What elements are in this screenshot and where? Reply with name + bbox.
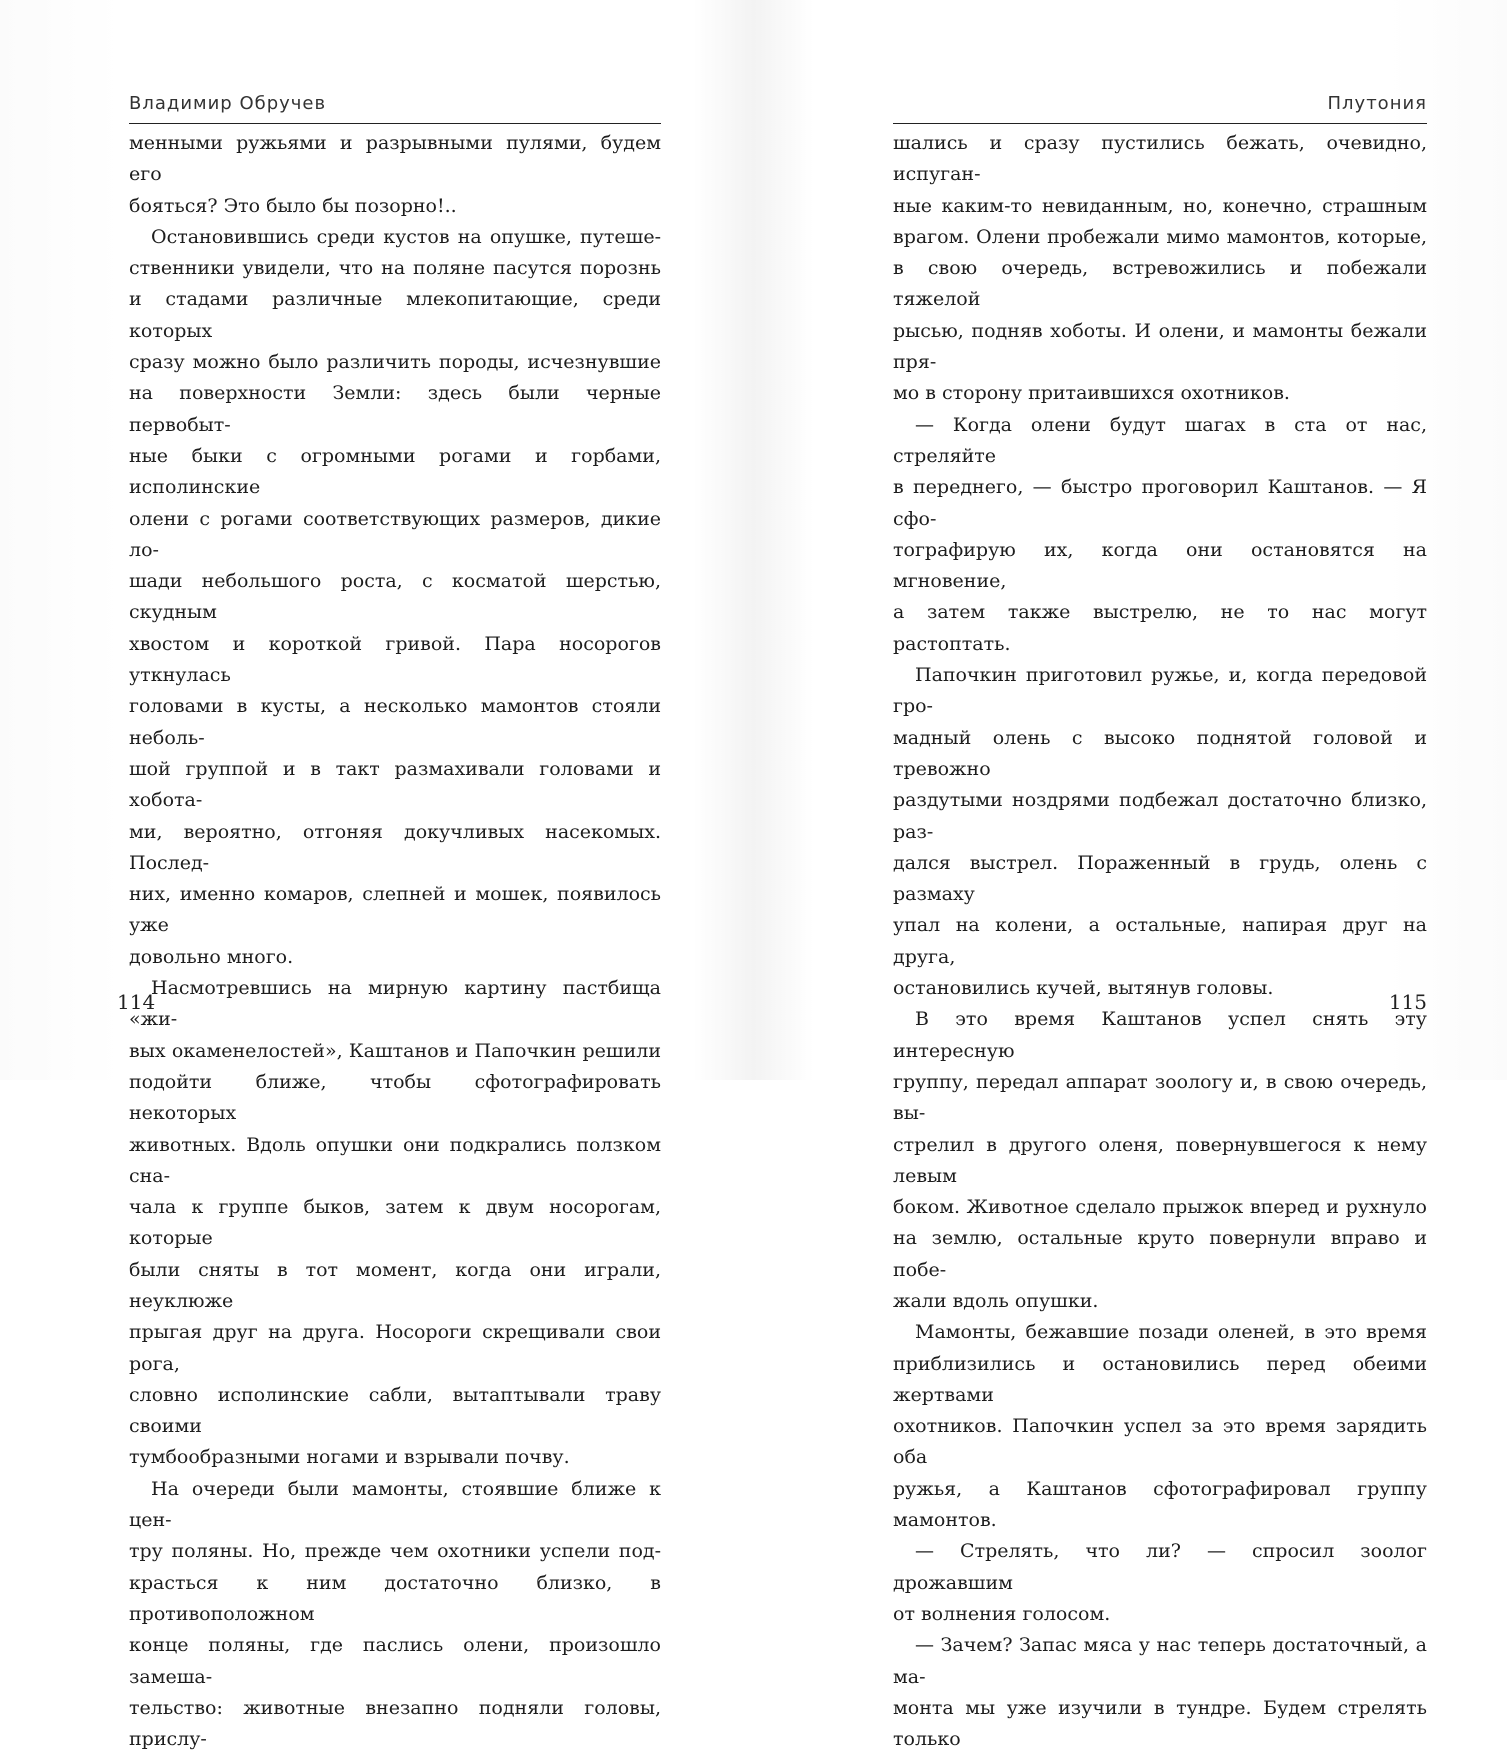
text-line: Насмотревшись на мирную картину пастбища «жи- (129, 977, 661, 1031)
text-line: ми, вероятно, отгоняя докучливых насекомых. Послед- (129, 820, 661, 874)
text-line: головами в кусты, а несколько мамонтов стояли неболь- (129, 695, 661, 749)
page-number: 114 (117, 990, 156, 1014)
right-page (893, 0, 1427, 1751)
text-line: боком. Животное сделало прыжок вперед и рухнуло (893, 1196, 1427, 1219)
text-line: В это время Каштанов успел снять эту интересную (893, 1008, 1427, 1062)
text-line: мо в сторону притаившихся охотников. (893, 382, 1290, 405)
left-page (117, 0, 661, 1751)
text-line: дался выстрел. Пораженный в грудь, олень с размаху (893, 851, 1427, 906)
text-line: тографирую их, когда они остановятся на мгновение, (893, 538, 1427, 593)
text-line: сразу можно было различить породы, исчезнувшие (129, 351, 661, 374)
text-line: группу, передал аппарат зоологу и, в свою очередь, вы- (893, 1070, 1427, 1125)
text-line: конце поляны, где паслись олени, произошло замеша- (129, 1634, 661, 1688)
text-line: менными ружьями и разрывными пулями, будем его (129, 132, 661, 186)
text-line: ные быки с огромными рогами и горбами, исполинские (129, 444, 661, 499)
text-line: шади небольшого роста, с косматой шерстью, скудным (129, 570, 661, 624)
text-line: приблизились и остановились перед обеими жертвами (893, 1352, 1427, 1406)
left-page-body (129, 128, 661, 1755)
text-line: на поверхности Земли: здесь были черные первобыт- (129, 382, 661, 436)
text-line: чала к группе быков, затем к двум носорогам, которые (129, 1196, 661, 1250)
text-line: прыгая друг на друга. Носороги скрещивали свои рога, (129, 1321, 661, 1375)
text-line: остановились кучей, вытянув головы. (893, 977, 1274, 1000)
running-head-title: Плутония (893, 93, 1427, 124)
text-line: жали вдоль опушки. (893, 1289, 1099, 1312)
text-line: — Когда олени будут шагах в ста от нас, стреляйте (893, 413, 1427, 467)
text-line: хвостом и короткой гривой. Пара носорогов уткнулась (129, 632, 661, 687)
text-line: Мамонты, бежавшие позади оленей, в это время (915, 1321, 1427, 1344)
text-line: монта мы уже изучили в тундре. Будем стрелять только (893, 1696, 1427, 1751)
page-number: 115 (1388, 990, 1427, 1014)
text-line: на землю, остальные круто повернули вправо и побе- (893, 1227, 1427, 1281)
text-line: от волнения голосом. (893, 1602, 1111, 1625)
text-line: рысью, подняв хоботы. И олени, и мамонты бежали пря- (893, 319, 1427, 374)
text-line: упал на колени, а остальные, напирая друг на друга, (893, 914, 1427, 968)
running-head-author: Владимир Обручев (129, 93, 661, 124)
text-line: подойти ближе, чтобы сфотографировать некоторых (129, 1070, 661, 1125)
text-line: раздутыми ноздрями подбежал достаточно близко, раз- (893, 789, 1427, 843)
text-line: — Стрелять, что ли? — спросил зоолог дрожавшим (893, 1540, 1427, 1594)
text-line: мадный олень с высоко поднятой головой и тревожно (893, 726, 1427, 780)
text-line: них, именно комаров, слепней и мошек, появилось уже (129, 883, 661, 937)
text-line: довольно много. (129, 945, 294, 968)
text-line: словно исполинские сабли, вытаптывали траву своими (129, 1383, 661, 1438)
text-line: и стадами различные млекопитающие, среди которых (129, 288, 661, 342)
text-line: тельство: животные внезапно подняли головы, прислу- (129, 1696, 661, 1751)
text-line: Остановившись среди кустов на опушке, путеше- (151, 225, 661, 248)
text-line: Папочкин приготовил ружье, и, когда передовой гро- (893, 664, 1427, 718)
text-line: вых окаменелостей», Каштанов и Папочкин решили (129, 1039, 661, 1062)
text-line: шались и сразу пустились бежать, очевидно, испуган- (893, 132, 1427, 186)
text-line: На очереди были мамонты, стоявшие ближе к цен- (129, 1477, 661, 1532)
text-line: — Зачем? Запас мяса у нас теперь достаточный, а ма- (893, 1634, 1427, 1688)
text-line: были сняты в тот момент, когда они играли, неуклюже (129, 1258, 661, 1312)
text-line: ные каким-то невиданным, но, конечно, страшным (893, 194, 1427, 217)
text-line: шой группой и в такт размахивали головами и хобота- (129, 757, 661, 812)
text-line: стрелил в другого оленя, повернувшегося к нему левым (893, 1133, 1427, 1187)
text-line: а затем также выстрелю, не то нас могут растоптать. (893, 601, 1427, 655)
text-line: красться к ним достаточно близко, в противоположном (129, 1571, 661, 1625)
text-line: животных. Вдоль опушки они подкрались ползком сна- (129, 1133, 661, 1187)
text-line: в свою очередь, встревожились и побежали тяжелой (893, 257, 1427, 311)
text-line: в переднего, — быстро проговорил Каштанов. — Я сфо- (893, 476, 1427, 530)
text-line: тру поляны. Но, прежде чем охотники успели под- (129, 1540, 661, 1563)
text-line: врагом. Олени пробежали мимо мамонтов, которые, (893, 225, 1427, 248)
text-line: олени с рогами соответствующих размеров, дикие ло- (129, 507, 661, 561)
right-page-body (893, 128, 1427, 1755)
text-line: тумбообразными ногами и взрывали почву. (129, 1446, 570, 1469)
text-line: ружья, а Каштанов сфотографировал группу мамонтов. (893, 1477, 1427, 1532)
text-line: бояться? Это было бы позорно!.. (129, 194, 457, 217)
text-line: охотников. Папочкин успел за это время зарядить оба (893, 1415, 1427, 1469)
text-line: ственники увидели, что на поляне пасутся порознь (129, 257, 661, 280)
